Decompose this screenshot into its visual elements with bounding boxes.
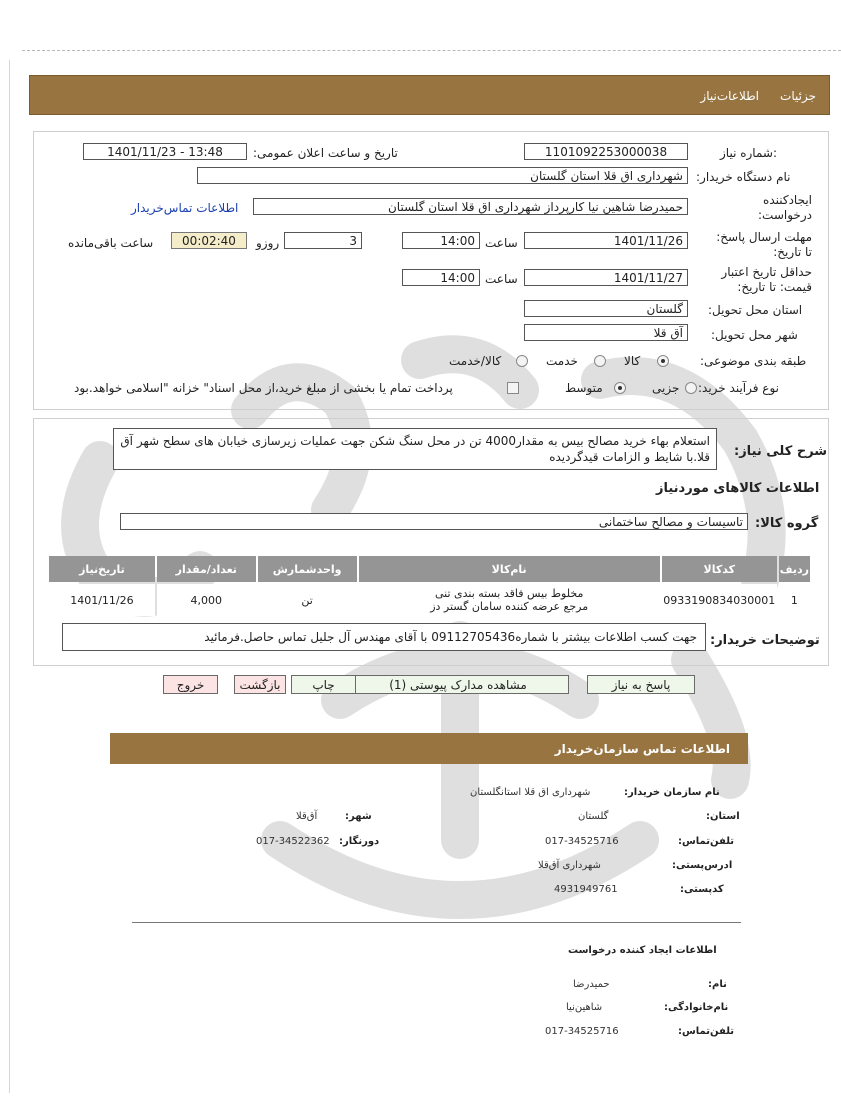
city-label: شهر محل تحویل:: [711, 328, 798, 342]
announce-date-label: تاریخ و ساعت اعلان عمومی:: [253, 146, 398, 160]
contact-address-value: شهرداری آق‌قلا: [538, 860, 601, 871]
validity-time-label: ساعت: [485, 272, 518, 286]
req-family-label: نام‌خانوادگی:: [664, 1002, 729, 1013]
contact-divider: [132, 922, 741, 923]
contact-city-value: آق‌قلا: [296, 811, 318, 822]
deadline-label: مهلت ارسال پاسخ: تا تاریخ:: [716, 230, 812, 259]
description-label: شرح کلی نیاز:: [734, 444, 828, 459]
cell-need-date: 1401/11/26: [49, 584, 155, 616]
buyer-notes-text: جهت کسب اطلاعات بیشتر با شماره09112705436 با آقای مهندس آل جلیل تماس حاصل.فرمائید: [62, 623, 706, 651]
contact-city-label: شهر:: [345, 811, 372, 822]
exit-button[interactable]: خروج: [163, 675, 218, 694]
process-partial-radio[interactable]: [685, 382, 697, 394]
city-field: آق قلا: [524, 324, 688, 341]
category-goods-label: کالا: [624, 354, 641, 368]
province-field: گلستان: [524, 300, 688, 317]
announce-date-field: 1401/11/23 - 13:48: [83, 143, 247, 160]
cell-goods-name: [359, 584, 660, 616]
category-goods-service-radio[interactable]: [516, 355, 528, 367]
req-phone-value: 017-34525716: [545, 1026, 619, 1037]
cell-goods-code: 0933190834030001: [662, 584, 777, 616]
back-button[interactable]: بازگشت: [234, 675, 286, 694]
remaining-time-label: ساعت باقی‌مانده: [68, 236, 154, 250]
category-service-label: خدمت: [546, 354, 578, 368]
treasury-payment-note: پرداخت تمام یا بخشی از مبلغ خرید،از محل اسناد" خزانه "اسلامی خواهد.بود: [74, 381, 453, 395]
page-header-bar: [29, 75, 830, 115]
need-number-field: 1101092253000038: [524, 143, 688, 160]
deadline-time-label: ساعت: [485, 236, 518, 250]
goods-table: [47, 554, 812, 618]
col-goods-name: نام‌کالا: [359, 556, 660, 582]
goods-table-wrapper: [47, 554, 812, 618]
cell-quantity: 4,000: [157, 584, 256, 616]
validity-label: حداقل تاریخ اعتبار قیمت: تا تاریخ:: [721, 265, 812, 294]
col-quantity: تعداد/مقدار: [157, 556, 256, 582]
left-border-line: [9, 60, 10, 1093]
contact-fax-value: 017-34522362: [256, 836, 330, 847]
req-family-value: شاهین‌نیا: [566, 1002, 603, 1013]
buyer-contact-title: اطلاعات تماس سازمان‌خریدار: [554, 742, 730, 756]
requester-info-title: اطلاعات ایجاد کننده درخواست: [568, 945, 717, 956]
requester-field: حمیدرضا شاهین نیا کارپرداز شهرداری اق قلا استان گلستان: [253, 198, 688, 215]
validity-time-field: 14:00: [402, 269, 480, 286]
contact-province-label: استان:: [706, 811, 740, 822]
goods-section-title: اطلاعات کالاهای مورد‌نیاز: [656, 481, 820, 496]
goods-group-field: تاسیسات و مصالح ساختمانی: [120, 513, 748, 530]
goods-group-label: گروه کالا:: [755, 516, 819, 531]
req-name-value: حمیدرضا: [573, 979, 610, 990]
buyer-org-field: شهرداری اق قلا استان گلستان: [197, 167, 688, 184]
contact-postal-label: کدپستی:: [680, 884, 724, 895]
contact-postal-value: 4931949761: [554, 884, 618, 895]
cell-row: 1: [779, 584, 810, 616]
org-name-label: نام سازمان خریدار:: [624, 787, 720, 798]
category-label: طبقه بندی موضوعی:: [700, 354, 807, 368]
col-goods-code: کدکالا: [662, 556, 777, 582]
goods-name-line1: مخلوط بیس فاقد بسته بندی تنی: [434, 587, 584, 600]
table-row: [49, 584, 810, 616]
category-goods-radio[interactable]: [657, 355, 669, 367]
need-number-label: شماره نیاز:: [720, 146, 778, 160]
org-name-value: شهرداری اق قلا استانگلستان: [470, 787, 591, 798]
deadline-time-field: 14:00: [402, 232, 480, 249]
tab-need-info[interactable]: اطلاعات‌نیاز: [700, 89, 759, 103]
goods-name-line2: مرجع عرضه کننده سامان گستر دز: [430, 600, 589, 613]
process-medium-radio[interactable]: [614, 382, 626, 394]
category-service-radio[interactable]: [594, 355, 606, 367]
cell-unit: تن: [258, 584, 357, 616]
reply-button[interactable]: پاسخ به نیاز: [587, 675, 695, 694]
goods-table-header: [49, 556, 810, 582]
buyer-org-label: نام دستگاه خریدار:: [696, 170, 791, 184]
buyer-notes-label: توضیحات خریدار:: [710, 633, 820, 648]
contact-province-value: گلستان: [578, 811, 609, 822]
days-label: روزو: [256, 236, 280, 250]
treasury-payment-checkbox[interactable]: [507, 382, 519, 394]
col-unit: واحدشمارش: [258, 556, 357, 582]
top-dashed-line: [22, 50, 841, 51]
buyer-contact-link[interactable]: اطلاعات تماس‌خریدار: [131, 201, 239, 215]
province-label: استان محل تحویل:: [708, 303, 803, 317]
print-button[interactable]: چاپ: [291, 675, 356, 694]
days-field: 3: [284, 232, 362, 249]
contact-address-label: ادرس‌پستی:: [672, 860, 733, 871]
contact-fax-label: دورنگار:: [339, 836, 380, 847]
col-row: ردیف: [779, 556, 810, 582]
contact-phone-value: 017-34525716: [545, 836, 619, 847]
attachments-button[interactable]: مشاهده مدارک پیوستی (1): [347, 675, 569, 694]
validity-date-field: 1401/11/27: [524, 269, 688, 286]
process-type-label: نوع فرآیند خرید:: [698, 381, 779, 395]
req-name-label: نام:: [708, 979, 727, 990]
category-goods-service-label: کالا/خدمت: [449, 354, 502, 368]
remaining-time-field: 00:02:40: [171, 232, 247, 249]
tab-details[interactable]: جزئیات: [780, 89, 816, 103]
deadline-date-field: 1401/11/26: [524, 232, 688, 249]
col-need-date: تاریخ‌نیاز: [49, 556, 155, 582]
buyer-contact-header: [110, 733, 748, 764]
contact-phone-label: تلفن‌تماس:: [678, 836, 735, 847]
req-phone-label: تلفن‌تماس:: [678, 1026, 735, 1037]
requester-label: ایجادکننده درخواست:: [758, 193, 812, 222]
process-medium-label: متوسط: [565, 381, 603, 395]
process-partial-label: جزیی: [652, 381, 680, 395]
description-text: استعلام بهاء خرید مصالح بیس به مقدار4000 تن در محل سنگ شکن جهت عملیات زیرسازی خیابان های سطح شهر آق قلا.با شایط و الزامات قیدگردیده: [113, 428, 717, 470]
